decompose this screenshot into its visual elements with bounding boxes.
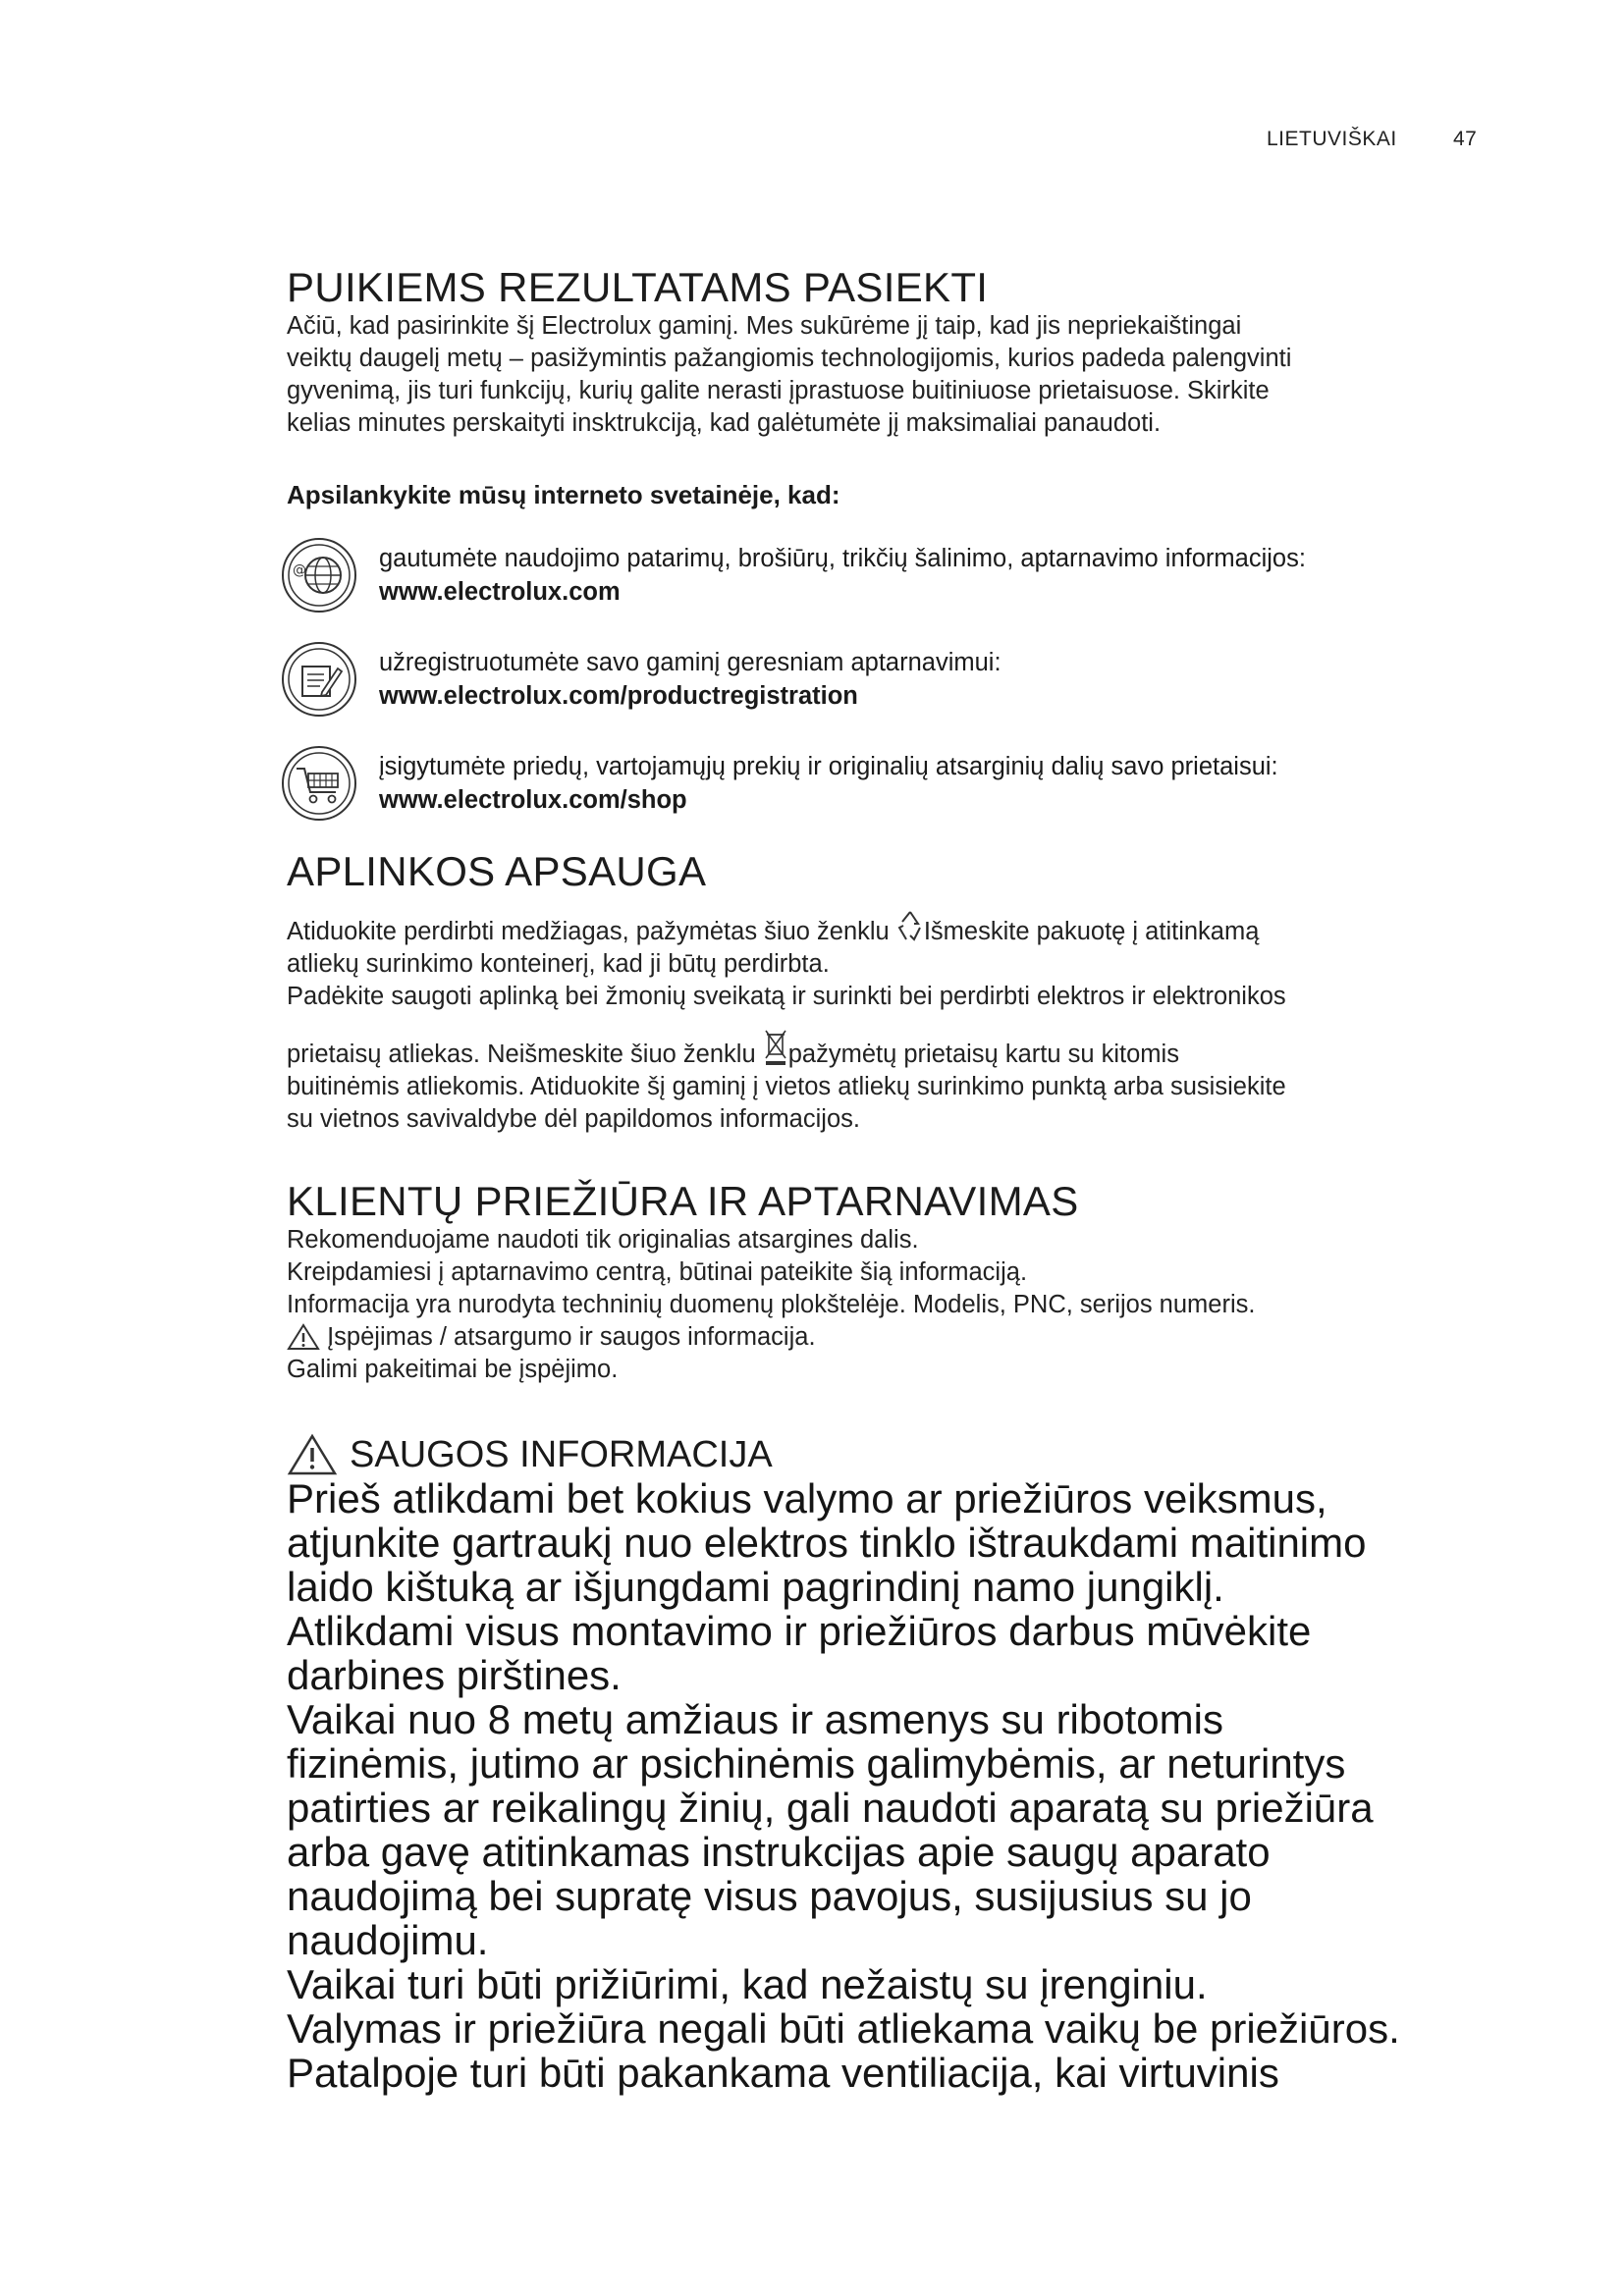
safety-line: Vaikai turi būti prižiūrimi, kad nežaistų su įrenginiu. [287, 1961, 1208, 2007]
link-description: užregistruotumėte savo gaminį geresniam aptarnavimui: [379, 649, 1001, 676]
environment-title: APLINKOS APSAUGA [287, 848, 707, 894]
shop-url-link[interactable]: www.electrolux.com/shop [379, 786, 687, 814]
link-item-registration [287, 639, 1494, 720]
safety-line: naudojimą bei supratę visus pavojus, susijusius su jo [287, 1873, 1252, 1919]
link-item-shop [287, 743, 1494, 824]
safety-line: arba gavę atitinkamas instrukcijas apie saugų aparato [287, 1829, 1271, 1875]
link-item-support [287, 535, 1494, 615]
crossed-bin-icon [763, 1027, 788, 1068]
link-description: įsigytumėte priedų, vartojamųjų prekių ir originalių atsarginių dalių savo prietaisui: [379, 753, 1278, 780]
safety-line: patirties ar reikalingų žinių, gali naudoti aparatą su priežiūra [287, 1785, 1374, 1831]
warning-icon [287, 1323, 320, 1351]
environment-line: Atiduokite perdirbti medžiagas, pažymėtas šiuo ženklu Išmeskite pakuotę į atitinkamą [287, 908, 1494, 948]
svg-text:@: @ [293, 562, 306, 578]
globe-icon [279, 535, 359, 615]
header-language: LIETUVIŠKAI [1267, 128, 1397, 150]
registration-icon [279, 639, 359, 720]
safety-title-row [287, 1433, 1494, 1476]
environment-section [287, 849, 1494, 1136]
intro-line: veiktų daugelį metų – pasižymintis pažangiomis technologijomis, kurios padeda palengvinti [287, 345, 1292, 372]
customer-line: Rekomenduojame naudoti tik originalias atsargines dalis. [287, 1226, 919, 1254]
shopping-cart-icon [279, 743, 359, 824]
environment-line: atliekų surinkimo konteinerį, kad ji būtų perdirbta. [287, 950, 830, 978]
safety-line: atjunkite gartraukį nuo elektros tinklo ištraukdami maitinimo [287, 1520, 1367, 1566]
link-description: gautumėte naudojimo patarimų, brošiūrų, trikčių šalinimo, aptarnavimo informacijos: [379, 545, 1306, 572]
intro-title: PUIKIEMS REZULTATAMS PASIEKTI [287, 264, 989, 310]
safety-line: Vaikai nuo 8 metų amžiaus ir asmenys su ribotomis [287, 1696, 1223, 1742]
customer-line: Informacija yra nurodyta techninių duomenų plokštelėje. Modelis, PNC, serijos numeris. [287, 1291, 1256, 1318]
registration-url-link[interactable]: www.electrolux.com/productregistration [379, 682, 858, 710]
intro-line: gyvenimą, jis turi funkcijų, kurių galite nerasti įprastuose buitiniuose prietaisuose. Skirkite [287, 377, 1270, 404]
safety-title: SAUGOS INFORMACIJA [350, 1434, 773, 1475]
safety-line: darbines pirštines. [287, 1652, 622, 1698]
safety-line: Atlikdami visus montavimo ir priežiūros darbus mūvėkite [287, 1608, 1312, 1654]
customer-section [287, 1179, 1494, 1386]
support-url-link[interactable]: www.electrolux.com [379, 578, 621, 606]
safety-line: laido kištuką ar išjungdami pagrindinį namo jungiklį. [287, 1564, 1224, 1610]
environment-line: buitinėmis atliekomis. Atiduokite šį gaminį į vietos atliekų surinkimo punktą arba susisiekite [287, 1073, 1286, 1100]
customer-title: KLIENTŲ PRIEŽIŪRA IR APTARNAVIMAS [287, 1178, 1079, 1224]
page-number: 47 [1453, 128, 1478, 150]
recycle-icon [896, 908, 924, 945]
intro-line: Ačiū, kad pasirinkite šį Electrolux gaminį. Mes sukūrėme jį taip, kad jis nepriekaištingai [287, 312, 1242, 340]
customer-line: Įspėjimas / atsargumo ir saugos informacija. [287, 1321, 1494, 1354]
environment-line: Padėkite saugoti aplinką bei žmonių sveikatą ir surinkti bei perdirbti elektros ir elektronikos [287, 983, 1286, 1010]
environment-line: su vietnos savivaldybe dėl papildomos informacijos. [287, 1105, 860, 1133]
safety-line: Valymas ir priežiūra negali būti atliekama vaikų be priežiūros. [287, 2005, 1400, 2052]
intro-line: kelias minutes perskaityti insktrukciją, kad galėtumėte jį maksimaliai panaudoti. [287, 409, 1162, 437]
safety-line: Prieš atlikdami bet kokius valymo ar priežiūros veiksmus, [287, 1475, 1327, 1522]
environment-line: prietaisų atliekas. Neišmeskite šiuo ženklu pažymėtų prietaisų kartu su kitomis [287, 1027, 1494, 1071]
safety-line: fizinėmis, jutimo ar psichinėmis galimybėmis, ar neturintys [287, 1740, 1346, 1787]
safety-line: naudojimu. [287, 1917, 489, 1963]
customer-line: Galimi pakeitimai be įspėjimo. [287, 1356, 619, 1383]
warning-icon [287, 1433, 338, 1476]
customer-line: Kreipdamiesi į aptarnavimo centrą, būtinai pateikite šią informaciją. [287, 1258, 1028, 1286]
visit-heading: Apsilankykite mūsų interneto svetainėje, kad: [287, 480, 840, 509]
page-header [1267, 128, 1478, 151]
page-content [287, 265, 1494, 2095]
safety-line: Patalpoje turi būti pakankama ventiliacija, kai virtuvinis [287, 2050, 1279, 2096]
